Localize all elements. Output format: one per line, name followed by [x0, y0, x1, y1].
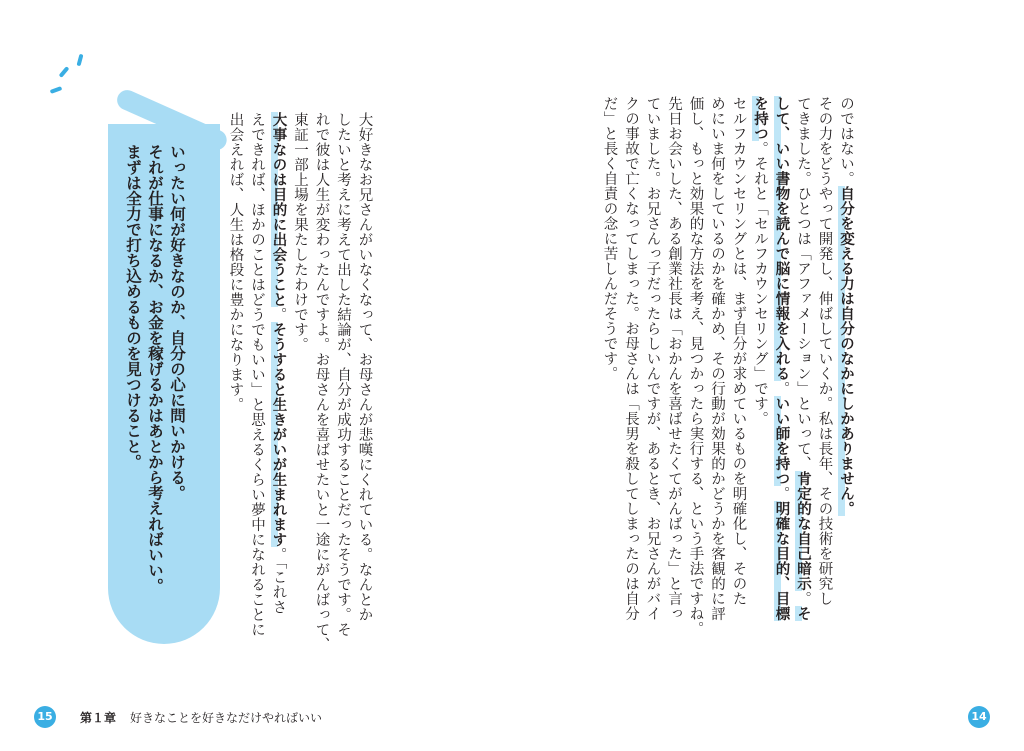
text-column [684, 96, 706, 656]
body-text: だ」と長く自責の念に苦しんだそうです。 [601, 96, 618, 381]
text-column [706, 96, 728, 656]
text-column [289, 112, 311, 657]
callout-text [122, 144, 188, 594]
body-text: 東証一部上場を果たしたわけです。 [292, 112, 308, 352]
text-column [267, 112, 289, 657]
highlighted-text: そうすると生きがいが生まれます [270, 322, 287, 547]
body-text: クの事故で亡くなってしまった。お母さんは「長男を殺してしまったのは自分 [623, 96, 639, 621]
text-column [727, 96, 749, 656]
body-text: 。 [773, 486, 790, 501]
text-column [835, 96, 857, 656]
body-text: 。 [795, 591, 811, 606]
highlighted-text: そ [795, 606, 811, 621]
highlighted-text: を持つ [752, 96, 768, 141]
body-text: れで彼は人生が変わったんですよ。お母さんを喜ばせたいと一途にがんばって、 [313, 112, 330, 652]
text-column [770, 96, 792, 656]
text-column [641, 96, 663, 656]
highlighted-text: 自分を変える力は自分のなかにしかありません。 [838, 186, 854, 516]
footer-chapter-title: 好きなことを好きなだけやればいい [130, 711, 323, 725]
left-page-body [224, 112, 375, 657]
body-text: のではない。 [838, 96, 854, 186]
text-column [749, 96, 771, 656]
body-text: 出会えれば、人生は格段に豊かになります。 [227, 112, 244, 412]
text-column [792, 96, 814, 656]
highlighted-text: 肯定的な自己暗示 [795, 471, 811, 591]
body-text: 大好きなお兄さんがいなくなって、お母さんが悲嘆にくれている。なんとか [356, 112, 373, 622]
body-text: 。それと「セルフカウンセリング」です。 [752, 141, 768, 426]
body-text: 先日お会いした、ある創業社長は「おかんを喜ばせたくてがんばった」と言っ [666, 96, 682, 621]
right-page-body [598, 96, 856, 656]
highlighted-text: 明確な目的、目標 [773, 501, 790, 621]
test-tube-callout [40, 28, 215, 628]
text-column [310, 112, 332, 657]
text-column [353, 112, 375, 657]
body-text: てきました。ひとつは「アファメーション」といって、 [795, 96, 811, 471]
footer-chapter-label: 第１章 [80, 711, 117, 725]
body-text: めにいま何をしているのかを確かめ、その行動が効果的かどうかを客観的に評 [709, 96, 725, 621]
left-page-number: 15 [34, 706, 56, 728]
highlighted-text: 大事なのは目的に出会うこと [270, 112, 287, 307]
text-column [246, 112, 268, 657]
callout-line: それが仕事になるか、お金を稼げるかはあとから考えればいい。 [146, 144, 164, 594]
highlighted-text: して、いい書物を読んで脳に情報を入れる [773, 96, 790, 381]
body-text: したいと考えに考えて出した結論が、自分が成功することだったそうです。そ [335, 112, 351, 637]
body-text: 価し、もっと効果的な方法を考え、見つかったら実行する、という手法ですね。 [687, 96, 704, 636]
spark-mark [77, 54, 84, 67]
callout-line: いったい何が好きなのか、自分の心に問いかける。 [168, 144, 186, 501]
text-column [620, 96, 642, 656]
text-column [598, 96, 620, 656]
text-column [663, 96, 685, 656]
spark-mark [59, 66, 70, 78]
right-page-number: 14 [968, 706, 990, 728]
body-text: 。「これさ [270, 547, 287, 615]
body-text: 。 [270, 307, 287, 322]
text-column [224, 112, 246, 657]
body-text: セルフカウンセリングとは、まず自分が求めているものを明確化し、そのた [730, 96, 747, 606]
body-text: 。 [773, 381, 790, 396]
highlighted-text: いい師を持つ [773, 396, 790, 486]
text-column [332, 112, 354, 657]
body-text: えできれば、ほかのことはどうでもいい」と思えるくらい夢中になれることに [249, 112, 265, 637]
spark-mark [50, 86, 63, 94]
body-text: その力をどうやって開発し、伸ばしていくか。私は長年、その技術を研究し [816, 96, 833, 606]
text-column [813, 96, 835, 656]
callout-line: まずは全力で打ち込めるものを見つけること。 [124, 144, 142, 470]
body-text: ていました。お兄さんっ子だったらしいんですが、あるとき、お兄さんがバイ [644, 96, 661, 621]
page-gutter [511, 0, 513, 751]
